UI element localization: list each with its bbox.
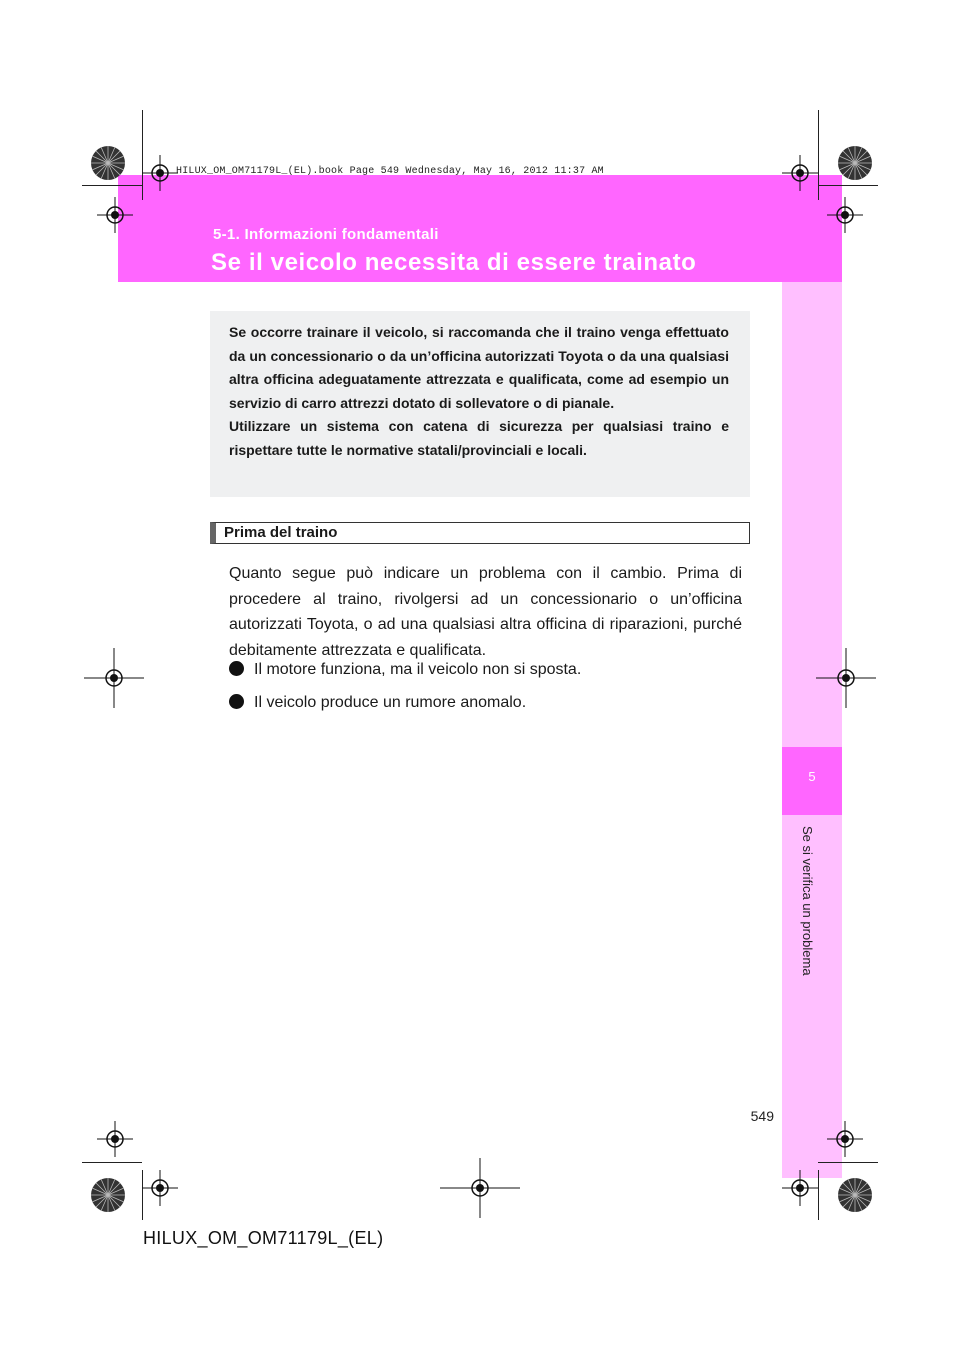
body-paragraph: Quanto segue può indicare un problema con il cambio. Prima di procedere al traino, rivolgersi ad un concessionario o un’officina autorizzati Toyota, o ad una qualsiasi altra officina di riparazioni, purché debitamente attrezzata e qualificata. [229, 565, 742, 659]
crop-line [818, 185, 878, 186]
registration-mark-icon [827, 1121, 863, 1157]
registration-mark-icon [816, 648, 876, 708]
subheading: Prima del traino [210, 522, 750, 544]
crop-line [818, 1170, 819, 1220]
registration-mark-icon [97, 1121, 133, 1157]
document-code: HILUX_OM_OM71179L_(EL) [143, 1228, 384, 1248]
crop-line [818, 1162, 878, 1163]
bullet-icon [229, 661, 244, 676]
crop-line [818, 110, 819, 200]
registration-mark-icon [827, 197, 863, 233]
registration-mark-icon [142, 1170, 178, 1206]
crop-line [82, 1162, 142, 1163]
registration-mark-icon [782, 155, 818, 191]
chapter-number: 5 [808, 769, 816, 784]
list-item-text: Il veicolo produce un rumore anomalo. [254, 694, 527, 711]
page-title: Se il veicolo necessita di essere trainato [211, 249, 697, 276]
crop-line [82, 185, 142, 186]
registration-mark-icon [142, 155, 178, 191]
chapter-side-tab [782, 282, 842, 1178]
section-label: 5-1. Informazioni fondamentali [213, 226, 439, 243]
bullet-icon [229, 694, 244, 709]
registration-mark-icon [97, 197, 133, 233]
starburst-mark-icon [837, 145, 873, 181]
registration-mark-icon [440, 1158, 520, 1218]
chapter-title: Se si verifica un problema [800, 826, 815, 976]
starburst-mark-icon [837, 1177, 873, 1213]
list-item [229, 692, 526, 714]
book-info-line: HILUX_OM_OM71179L_(EL).book Page 549 Wednesday, May 16, 2012 11:37 AM [176, 166, 604, 177]
starburst-mark-icon [90, 145, 126, 181]
list-item [229, 659, 581, 681]
registration-mark-icon [782, 1170, 818, 1206]
registration-mark-icon [84, 648, 144, 708]
starburst-mark-icon [90, 1177, 126, 1213]
list-item-text: Il motore funziona, ma il veicolo non si sposta. [254, 661, 582, 678]
intro-box [210, 311, 750, 497]
intro-text: Se occorre trainare il veicolo, si raccomanda che il traino venga effettuato da un concessionario o da un’officina autorizzati Toyota o da una qualsiasi altra officina adeguatamente attrezzata e qualificata, come ad esempio un servizio di carro attrezzi dotato di sollevatore o di pianale. Utilizzare un sistema con catena di sicurezza per qualsiasi traino e rispettare tutte le normative statali/provinciali e locali. [229, 324, 729, 458]
page-number: 549 [750, 1108, 774, 1124]
